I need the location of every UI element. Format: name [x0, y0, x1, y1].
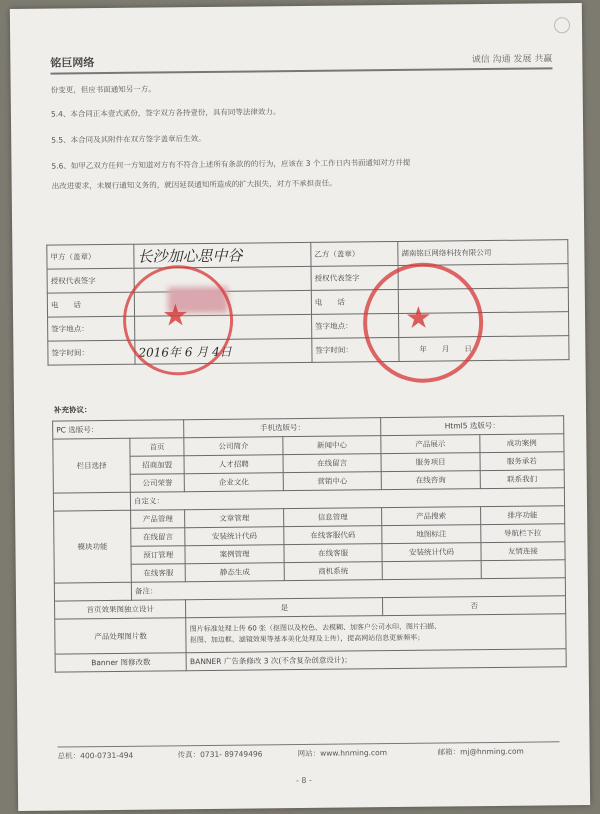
module-cell: 预订管理 [131, 546, 186, 565]
section-cell: 招商加盟 [130, 456, 185, 475]
mobile-template-label: 手机选版号： [184, 418, 381, 438]
party-a-handwritten: 长沙加心思中谷 [134, 242, 311, 268]
clause-line-1: 份变更，但应书面通知另一方。 [50, 84, 156, 95]
product-pics-label: 产品处理图片数 [55, 618, 187, 654]
party-a-stamp [123, 265, 234, 376]
section-cell: 服务项目 [381, 453, 480, 472]
homepage-design-yes: 是 [186, 598, 383, 618]
product-pics-line-2: 抠图、加边框、滤镜效果等基本美化处理及上传），提高网站信息更新频率； [189, 633, 425, 645]
section-cell: 企业文化 [185, 473, 284, 492]
section-cell: 新闻中心 [283, 436, 382, 455]
section-cell: 在线咨询 [381, 471, 480, 490]
product-pics-line-1: 图片标准处理上传 60 张（抠图以及校色、去模糊、加客户公司水印、图片扫描、 [189, 622, 442, 634]
footer-fax: 传真：0731- 89749496 [177, 749, 263, 760]
supplement-table [52, 415, 567, 672]
module-cell: 安装统计代码 [382, 543, 481, 562]
stamp-star-icon: ★ [404, 300, 433, 336]
party-b-phone-label: 电 话 [311, 289, 398, 314]
party-b-location-label: 签字地点： [312, 313, 399, 338]
module-cell: 在线客服 [131, 564, 186, 583]
module-cell: 友情连接 [481, 542, 566, 561]
module-cell: 商机系统 [284, 562, 383, 581]
section-cell: 成功案例 [479, 434, 564, 453]
section-cell: 公司简介 [184, 437, 283, 456]
module-cell: 静态生成 [185, 563, 284, 582]
section-label: 栏目选择 [53, 438, 131, 493]
section-cell: 服务承若 [480, 452, 565, 471]
module-cell: 地图标注 [382, 525, 481, 544]
page-header [50, 45, 552, 74]
section-cell: 产品展示 [381, 435, 480, 454]
party-a-phone-label: 电 话 [47, 292, 134, 317]
section-cell: 联系我们 [480, 470, 565, 489]
homepage-design-no: 否 [383, 596, 566, 616]
product-pics-text [186, 614, 566, 653]
clause-5-4: 5.4、本合同正本壹式贰份，签字双方各持壹份，具有同等法律效力。 [50, 107, 281, 119]
module-cell: 在线客服代码 [284, 526, 383, 545]
section-cell: 营销中心 [283, 472, 382, 491]
party-b-stamp [362, 262, 483, 383]
section-cell: 公司荣誉 [130, 474, 185, 493]
party-b-date: 年 月 日 [399, 336, 569, 362]
footer-email: 邮箱：mj@hnming.com [437, 746, 524, 757]
module-cell: 在线留言 [131, 528, 186, 547]
module-cell: 产品搜索 [382, 507, 481, 526]
homepage-design-label: 首页效果图独立设计 [55, 600, 187, 619]
clause-5-6: 5.6、如甲乙双方任何一方知道对方有不符合上述所有条款的的行为，应该在 3 个工作日内书面通知对方并提 [51, 157, 411, 171]
party-b-name: 湖南铭巨网络科技有限公司 [398, 240, 568, 266]
module-cell: 产品管理 [131, 510, 186, 529]
party-a-location-label: 签字地点： [48, 316, 135, 341]
remark-label: 备注： [131, 578, 565, 601]
section-cell: 首页 [130, 438, 185, 457]
party-b-label: 乙方（盖章） [311, 241, 398, 266]
banner-text: BANNER 广告条修改 3 次(不含复杂创意设计)； [186, 649, 566, 671]
page-number: - 8 - [295, 775, 312, 786]
section-cell: 人才招聘 [184, 455, 283, 474]
party-b-auth-rep-label: 授权代表签字 [311, 265, 398, 290]
supplement-title: 补充协议： [53, 405, 92, 415]
module-cell [481, 560, 566, 579]
party-a-date: 2016年 6 月 4日 [135, 338, 312, 364]
module-cell: 安装统计代码 [185, 527, 284, 546]
module-cell: 导航栏下拉 [480, 524, 565, 543]
module-cell: 信息管理 [283, 508, 382, 527]
banner-label: Banner 图修改数 [55, 653, 187, 672]
module-label: 模块功能 [54, 510, 132, 583]
footer-website: 网站：www.hnming.com [297, 748, 388, 759]
clause-5-6-cont: 出改进要求，未履行通知义务的，就因延误通知所造成的扩大损失，对方不承担责任。 [51, 178, 337, 191]
custom-label: 自定义： [130, 488, 564, 511]
party-b-time-label: 签字时间： [312, 337, 399, 362]
html5-template-label: Html5 选版号： [381, 416, 564, 436]
stamp-star-icon: ★ [161, 298, 190, 334]
party-a-label: 甲方（盖章） [47, 244, 134, 269]
party-a-auth-rep-label: 授权代表签字 [47, 268, 134, 293]
module-cell: 案例管理 [185, 545, 284, 564]
module-cell: 在线客服 [284, 544, 383, 563]
footer-phone: 总机：400-0731-494 [57, 750, 134, 761]
section-cell: 在线留言 [283, 454, 382, 473]
module-cell [382, 561, 481, 580]
page-footer [57, 741, 560, 761]
party-a-time-label: 签字时间： [48, 340, 135, 365]
pc-template-label: PC 选版号： [53, 420, 185, 439]
module-cell: 文章管理 [185, 509, 284, 528]
module-cell: 排序功能 [480, 506, 565, 525]
company-logo-text: 铭巨网络 [50, 56, 95, 70]
contract-page [10, 3, 590, 811]
paper-hole [554, 17, 570, 33]
header-slogan: 诚信 沟通 发展 共赢 [471, 54, 553, 66]
clause-5-5: 5.5、本合同及其附件在双方签字盖章后生效。 [51, 133, 206, 145]
